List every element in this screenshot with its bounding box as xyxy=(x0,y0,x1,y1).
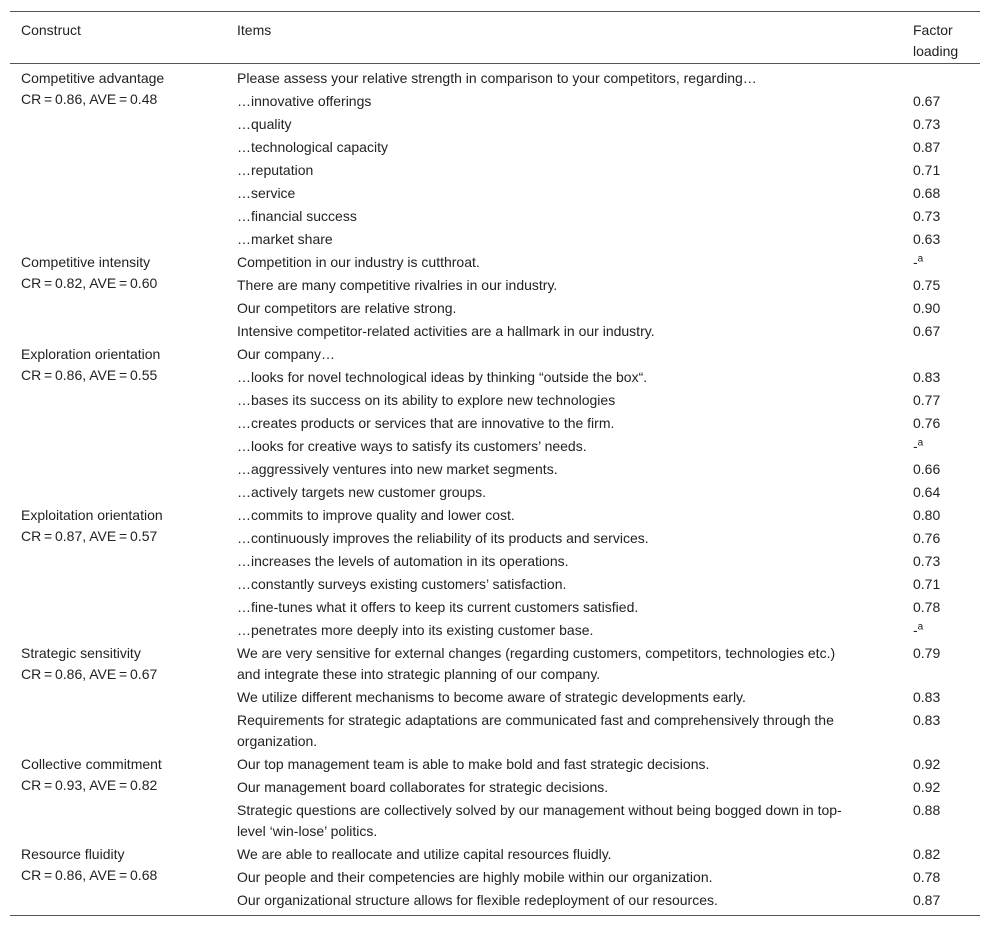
factor-loading-cell xyxy=(903,160,980,182)
construct-name: Exploration orientation xyxy=(21,346,161,362)
table-row xyxy=(226,753,980,776)
factor-loading-value: 0.92 xyxy=(913,779,941,795)
table-row xyxy=(226,458,980,481)
table-row xyxy=(226,596,980,619)
factor-loading-cell xyxy=(903,844,980,866)
factor-loading-cell xyxy=(903,643,980,686)
item-text: …looks for creative ways to satisfy its customers’ needs. xyxy=(237,438,587,454)
factor-loading-cell xyxy=(903,413,980,435)
construct-name: Strategic sensitivity xyxy=(21,645,141,661)
construct-name: Competitive advantage xyxy=(21,70,165,86)
item-text: …financial success xyxy=(237,208,357,224)
item-text: …quality xyxy=(237,116,292,132)
table-row xyxy=(226,527,980,550)
header-construct: Construct xyxy=(21,22,81,38)
factor-loading-cell xyxy=(903,687,980,709)
construct-group xyxy=(10,343,980,504)
factor-loading-cell xyxy=(903,68,980,90)
table-row xyxy=(226,550,980,573)
factor-loading-value: 0.71 xyxy=(913,576,941,592)
factor-loading-cell xyxy=(903,574,980,596)
factor-loading-value: 0.88 xyxy=(913,802,941,818)
table-row xyxy=(226,90,980,113)
construct-cell xyxy=(10,343,226,504)
construct-stats: CR = 0.93, AVE = 0.82 xyxy=(21,777,158,793)
item-text: …increases the levels of automation in its operations. xyxy=(237,553,569,569)
construct-stats: CR = 0.86, AVE = 0.48 xyxy=(21,91,158,107)
table-row xyxy=(226,776,980,799)
factor-loading-cell xyxy=(903,344,980,366)
factor-loading-cell xyxy=(903,528,980,550)
header-factor-loading: Factor loading xyxy=(913,22,959,59)
footnote-marker: a xyxy=(917,437,924,449)
factor-loading-cell xyxy=(903,252,980,274)
item-text: …continuously improves the reliability of its products and services. xyxy=(237,530,649,546)
footnote-marker: a xyxy=(917,253,924,265)
item-text: …innovative offerings xyxy=(237,93,372,109)
table-row xyxy=(226,205,980,228)
construct-cell xyxy=(10,753,226,843)
table-row xyxy=(226,274,980,297)
factor-loading-value: 0.73 xyxy=(913,116,941,132)
table-row xyxy=(226,67,980,90)
factor-loading-cell xyxy=(903,298,980,320)
item-text: …aggressively ventures into new market segments. xyxy=(237,461,558,477)
table-row xyxy=(226,481,980,504)
factor-loading-value: 0.79 xyxy=(913,645,941,661)
factor-loading-value: 0.83 xyxy=(913,369,941,385)
factor-loading-value: - xyxy=(913,622,918,638)
factor-loading-cell xyxy=(903,482,980,504)
construct-group xyxy=(10,67,980,251)
item-text: …bases its success on its ability to explore new technologies xyxy=(237,392,616,408)
factor-loading-cell xyxy=(903,459,980,481)
factor-loading-value: 0.66 xyxy=(913,461,941,477)
factor-loading-value: 0.78 xyxy=(913,869,941,885)
factor-loading-cell xyxy=(903,114,980,136)
construct-stats: CR = 0.86, AVE = 0.55 xyxy=(21,367,158,383)
construct-name: Competitive intensity xyxy=(21,254,151,270)
table-row xyxy=(226,343,980,366)
table-row xyxy=(226,320,980,343)
table-row xyxy=(226,686,980,709)
item-text: Our competitors are relative strong. xyxy=(237,300,457,316)
factor-loading-value: - xyxy=(913,438,918,454)
item-text: …looks for novel technological ideas by thinking “outside the box“. xyxy=(237,369,648,385)
factor-loading-value: 0.73 xyxy=(913,208,941,224)
factor-loading-value: 0.67 xyxy=(913,93,941,109)
table-row xyxy=(226,866,980,889)
factor-loading-cell xyxy=(903,710,980,753)
factor-loading-cell xyxy=(903,275,980,297)
construct-group xyxy=(10,251,980,343)
footnote-marker: a xyxy=(917,621,924,633)
construct-group xyxy=(10,504,980,642)
table-row xyxy=(226,182,980,205)
table-row xyxy=(226,843,980,866)
table-row xyxy=(226,412,980,435)
table-row xyxy=(226,435,980,458)
item-text: We are very sensitive for external changes (regarding customers, competitors, technologies etc.) and integrate these into strategic planning of our company. xyxy=(237,645,836,682)
construct-stats: CR = 0.86, AVE = 0.68 xyxy=(21,867,158,883)
table-row xyxy=(226,113,980,136)
item-text: Requirements for strategic adaptations are communicated fast and comprehensively through the organization. xyxy=(237,712,834,749)
item-text: Please assess your relative strength in comparison to your competitors, regarding… xyxy=(237,70,757,86)
factor-loading-value: 0.90 xyxy=(913,300,941,316)
measurement-table xyxy=(10,11,980,916)
factor-loading-cell xyxy=(903,777,980,799)
construct-cell xyxy=(10,67,226,251)
factor-loading-value: 0.78 xyxy=(913,599,941,615)
item-text: …service xyxy=(237,185,296,201)
factor-loading-value: 0.77 xyxy=(913,392,941,408)
factor-loading-value: 0.76 xyxy=(913,415,941,431)
factor-loading-value: 0.68 xyxy=(913,185,941,201)
factor-loading-value: 0.82 xyxy=(913,846,941,862)
item-text: Our people and their competencies are highly mobile within our organization. xyxy=(237,869,713,885)
factor-loading-value: - xyxy=(913,254,918,270)
construct-cell xyxy=(10,251,226,343)
item-text: Our top management team is able to make bold and fast strategic decisions. xyxy=(237,756,710,772)
factor-loading-value: 0.75 xyxy=(913,277,941,293)
factor-loading-cell xyxy=(903,321,980,343)
factor-loading-cell xyxy=(903,367,980,389)
item-text: …creates products or services that are innovative to the firm. xyxy=(237,415,615,431)
factor-loading-value: 0.92 xyxy=(913,756,941,772)
item-text: …market share xyxy=(237,231,333,247)
factor-loading-cell xyxy=(903,206,980,228)
table-row xyxy=(226,251,980,274)
item-text: …technological capacity xyxy=(237,139,388,155)
factor-loading-value: 0.67 xyxy=(913,323,941,339)
factor-loading-value: 0.87 xyxy=(913,892,941,908)
factor-loading-cell xyxy=(903,890,980,912)
item-text: Our management board collaborates for strategic decisions. xyxy=(237,779,609,795)
item-text: …constantly surveys existing customers’ satisfaction. xyxy=(237,576,567,592)
factor-loading-cell xyxy=(903,91,980,113)
header-items: Items xyxy=(237,22,272,38)
factor-loading-value: 0.83 xyxy=(913,689,941,705)
item-text: There are many competitive rivalries in our industry. xyxy=(237,277,558,293)
item-text: …penetrates more deeply into its existing customer base. xyxy=(237,622,594,638)
item-text: Competition in our industry is cutthroat. xyxy=(237,254,480,270)
item-text: …actively targets new customer groups. xyxy=(237,484,486,500)
table-row xyxy=(226,504,980,527)
factor-loading-cell xyxy=(903,390,980,412)
item-text: We are able to reallocate and utilize capital resources fluidly. xyxy=(237,846,612,862)
construct-name: Resource fluidity xyxy=(21,846,125,862)
table-row xyxy=(226,366,980,389)
construct-group xyxy=(10,753,980,843)
construct-group xyxy=(10,642,980,753)
factor-loading-value: 0.83 xyxy=(913,712,941,728)
factor-loading-value: 0.76 xyxy=(913,530,941,546)
table-row xyxy=(226,228,980,251)
table-row xyxy=(226,573,980,596)
item-text: …fine-tunes what it offers to keep its current customers satisfied. xyxy=(237,599,639,615)
factor-loading-cell xyxy=(903,436,980,458)
factor-loading-value: 0.87 xyxy=(913,139,941,155)
table-header xyxy=(10,12,980,64)
item-text: Our organizational structure allows for flexible redeployment of our resources. xyxy=(237,892,718,908)
construct-name: Exploitation orientation xyxy=(21,507,163,523)
construct-cell xyxy=(10,843,226,912)
item-text: Our company… xyxy=(237,346,336,362)
construct-cell xyxy=(10,504,226,642)
factor-loading-cell xyxy=(903,229,980,251)
table-row xyxy=(226,799,980,843)
factor-loading-value: 0.80 xyxy=(913,507,941,523)
factor-loading-cell xyxy=(903,551,980,573)
factor-loading-cell xyxy=(903,867,980,889)
item-text: We utilize different mechanisms to become aware of strategic developments early. xyxy=(237,689,746,705)
item-text: Strategic questions are collectively solved by our management without being bogged down in top-level ‘win-lose’ politics. xyxy=(237,802,842,839)
item-text: …reputation xyxy=(237,162,314,178)
item-text: …commits to improve quality and lower cost. xyxy=(237,507,515,523)
factor-loading-cell xyxy=(903,800,980,843)
factor-loading-value: 0.71 xyxy=(913,162,941,178)
construct-name: Collective commitment xyxy=(21,756,162,772)
table-row xyxy=(226,136,980,159)
factor-loading-cell xyxy=(903,754,980,776)
construct-cell xyxy=(10,642,226,753)
table-row xyxy=(226,642,980,686)
factor-loading-value: 0.63 xyxy=(913,231,941,247)
factor-loading-cell xyxy=(903,183,980,205)
factor-loading-cell xyxy=(903,597,980,619)
table-row xyxy=(226,159,980,182)
factor-loading-value: 0.64 xyxy=(913,484,941,500)
factor-loading-value: 0.73 xyxy=(913,553,941,569)
table-row xyxy=(226,389,980,412)
table-body xyxy=(10,64,980,915)
construct-group xyxy=(10,843,980,912)
factor-loading-cell xyxy=(903,137,980,159)
construct-stats: CR = 0.86, AVE = 0.67 xyxy=(21,666,158,682)
table-row xyxy=(226,619,980,642)
factor-loading-cell xyxy=(903,620,980,642)
construct-stats: CR = 0.87, AVE = 0.57 xyxy=(21,528,158,544)
item-text: Intensive competitor-related activities are a hallmark in our industry. xyxy=(237,323,655,339)
table-row xyxy=(226,297,980,320)
table-row xyxy=(226,709,980,753)
construct-stats: CR = 0.82, AVE = 0.60 xyxy=(21,275,158,291)
factor-loading-cell xyxy=(903,505,980,527)
table-row xyxy=(226,889,980,912)
